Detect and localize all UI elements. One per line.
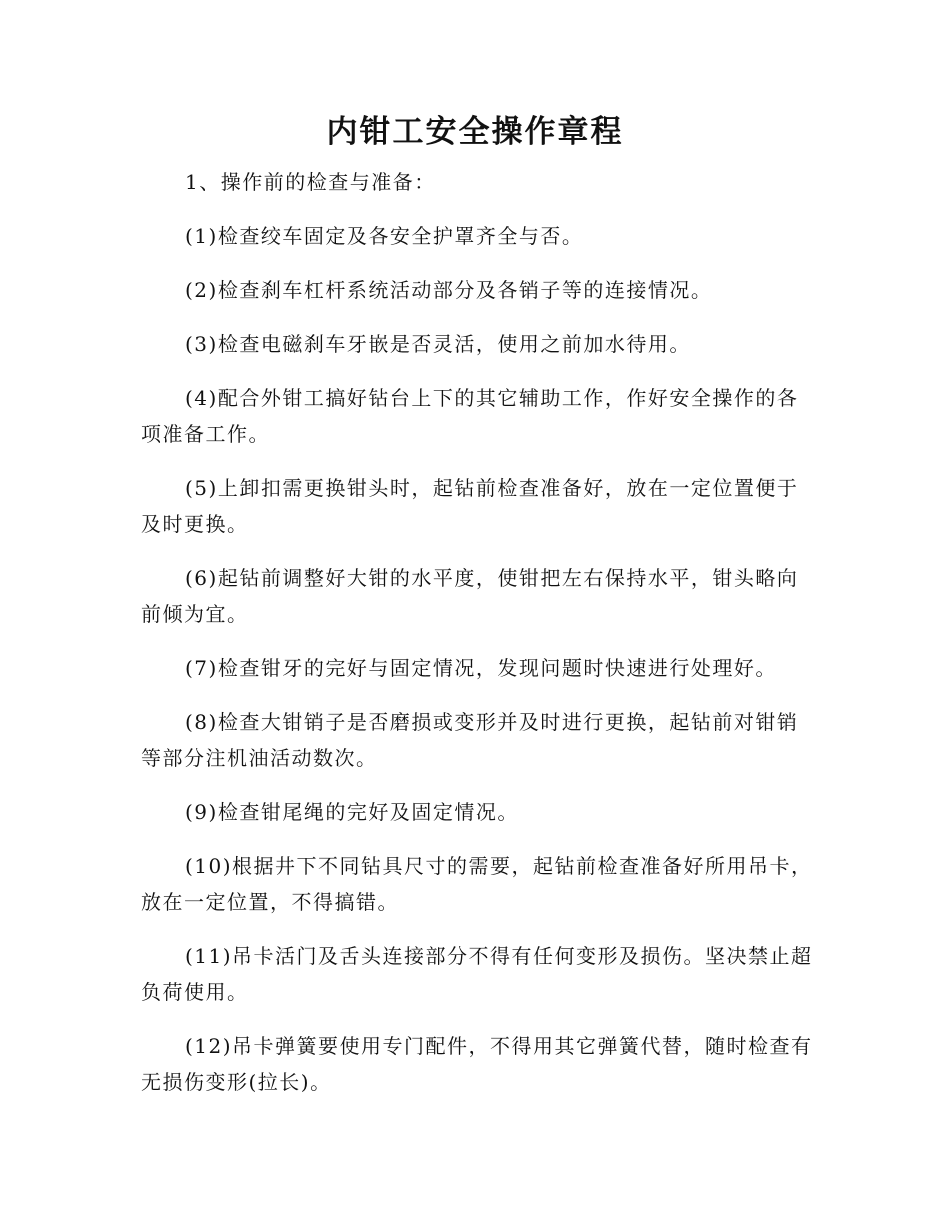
paragraph-item-2: (2)检查刹车杠杆系统活动部分及各销子等的连接情况。 <box>185 278 713 302</box>
paragraph-item-5: (5)上卸扣需更换钳头时，起钻前检查准备好，放在一定位置便于及时更换。 <box>141 476 799 536</box>
document-title: 内钳工安全操作章程 <box>326 114 624 150</box>
paragraph-item-12: (12)吊卡弹簧要使用专门配件，不得用其它弹簧代替，随时检查有无损伤变形(拉长)。 <box>141 1034 813 1094</box>
paragraph-item-4: (4)配合外钳工搞好钻台上下的其它辅助工作，作好安全操作的各项准备工作。 <box>141 386 799 446</box>
paragraph-item-9: (9)检查钳尾绳的完好及固定情况。 <box>185 800 519 824</box>
paragraph-item-6: (6)起钻前调整好大钳的水平度，使钳把左右保持水平，钳头略向前倾为宜。 <box>141 566 799 626</box>
paragraph-item-11: (11)吊卡活门及舌头连接部分不得有任何变形及损伤。坚决禁止超负荷使用。 <box>141 944 813 1004</box>
document-body <box>141 164 813 1118</box>
paragraph-item-3: (3)检查电磁刹车牙嵌是否灵活，使用之前加水待用。 <box>185 332 691 356</box>
paragraph-item-1: (1)检查绞车固定及各安全护罩齐全与否。 <box>185 224 584 248</box>
paragraph-item-7: (7)检查钳牙的完好与固定情况，发现问题时快速进行处理好。 <box>185 656 777 680</box>
paragraph-item-10: (10)根据井下不同钻具尺寸的需要，起钻前检查准备好所用吊卡，放在一定位置，不得搞错。 <box>141 854 813 914</box>
paragraph-section-1: 1、操作前的检查与准备： <box>185 170 436 194</box>
paragraph-item-8: (8)检查大钳销子是否磨损或变形并及时进行更换，起钻前对钳销等部分注机油活动数次。 <box>141 710 799 770</box>
